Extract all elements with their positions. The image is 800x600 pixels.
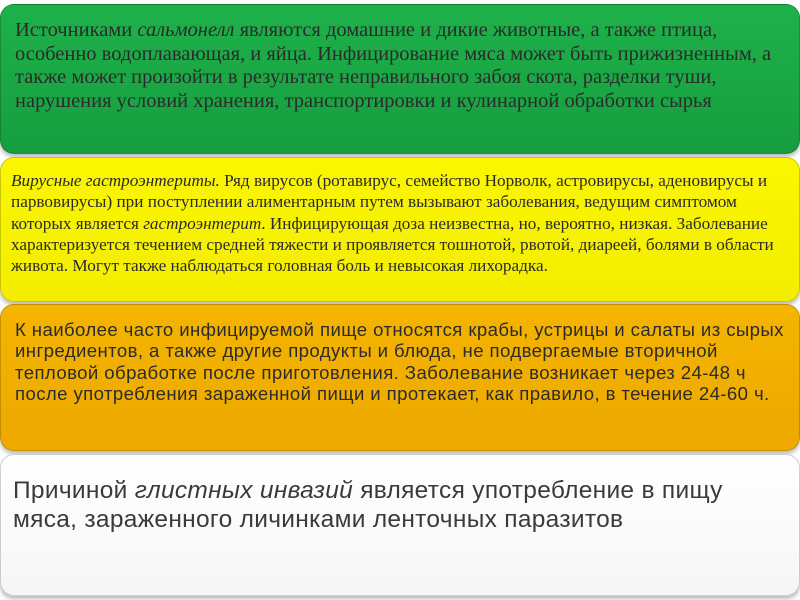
viral-text xyxy=(11,170,785,276)
helminth-text-rest: является употребление в пищу мяса, зараженного личинками ленточных паразитов xyxy=(13,477,723,533)
viral-gastroenteritis-panel xyxy=(0,157,800,302)
infected-foods-panel xyxy=(0,304,800,451)
viral-heading: Вирусные гастроэнтериты. xyxy=(11,171,220,190)
viral-text-rest: . Инфицирующая доза неизвестна, но, вероятно, низкая. Заболевание характеризуется течением средней тяжести и проявляется тошнотой, рвотой, диареей, болями в области живота. Могут также наблюдаться головная боль и невысокая лихорадка. xyxy=(11,213,774,276)
salmonella-text-start: Источниками xyxy=(15,19,138,41)
salmonella-term: сальмонелл xyxy=(137,19,235,41)
foods-text: К наиболее часто инфицируемой пище относятся крабы, устрицы и салаты из сырых ингредиентов, а также другие продукты и блюда, не подвергаемые вторичной тепловой обработке после приготовления. Заболевание возникает через 24-48 ч после употребления зараженной пищи и протекает, как правило, в течение 24-60 ч. xyxy=(15,319,784,405)
viral-term: гастроэнтерит xyxy=(143,213,262,233)
helminth-panel xyxy=(0,454,800,596)
helminth-text-start: Причиной xyxy=(13,477,135,504)
helminth-term: глистных инвазий xyxy=(134,477,354,504)
helminth-text xyxy=(13,477,785,534)
viral-text-start: Ряд вирусов (ротавирус, семейство Норволк, астровирусы, аденовирусы и парвовирусы) при поступлении алиментарным путем вызывают заболевания, ведущим симптомом которых является xyxy=(11,171,768,233)
salmonella-text-rest: являются домашние и дикие животные, а также птица, особенно водоплавающая, и яйца. Инфицирование мяса может быть прижизненным, а также может произойти в результате неправильного забоя скота, разделки туши, нарушения условий хранения, транспортировки и кулинарной обработки сырья xyxy=(15,19,772,112)
salmonella-panel xyxy=(0,4,800,154)
salmonella-text xyxy=(15,19,785,113)
